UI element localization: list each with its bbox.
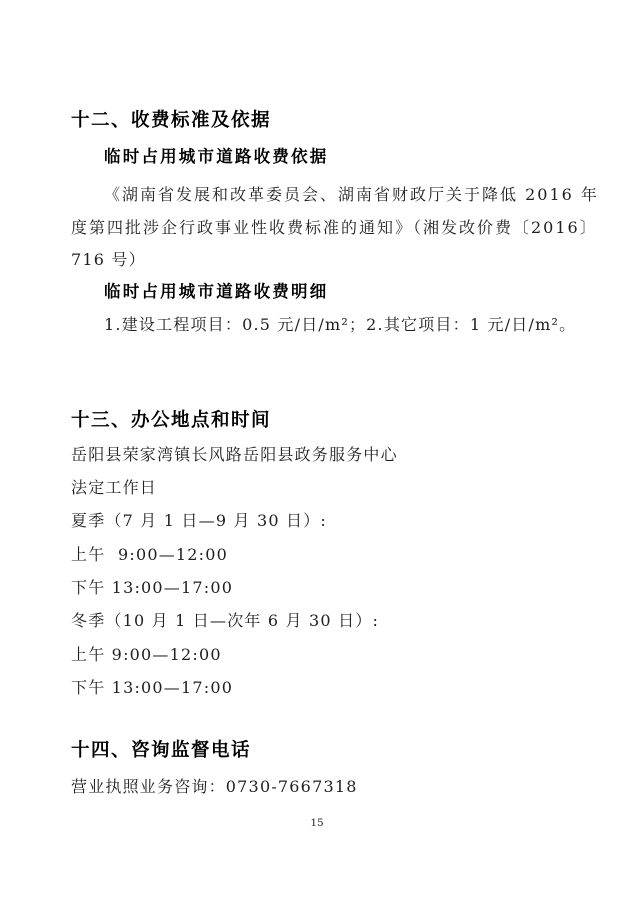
workdays-text: 法定工作日 [71,478,158,497]
winter-morning-hours: 上午 9:00—12:00 [71,645,222,664]
summer-morning-hours: 上午 9:00—12:00 [71,545,229,564]
summer-afternoon-hours: 下午 13:00—17:00 [71,578,234,597]
fee-detail-text: 1.建设工程项目：0.5 元/日/m²；2.其它项目：1 元/日/m²。 [104,315,577,334]
section-14-heading: 十四、咨询监督电话 [71,740,252,761]
business-license-phone: 营业执照业务咨询：0730-7667318 [71,777,358,796]
section-12-heading: 十二、收费标准及依据 [71,110,272,131]
fee-detail-subheading: 临时占用城市道路收费明细 [104,282,329,301]
summer-schedule-label: 夏季（7 月 1 日—9 月 30 日）: [71,511,328,530]
notice-paragraph-line-1: 《湖南省发展和改革委员会、湖南省财政厅关于降低 2016 年 [104,185,599,204]
winter-schedule-label: 冬季（10 月 1 日—次年 6 月 30 日）: [71,611,380,630]
section-13-heading: 十三、办公地点和时间 [71,410,272,431]
fee-basis-subheading: 临时占用城市道路收费依据 [104,147,329,166]
page-number: 15 [310,817,324,829]
office-address: 岳阳县荣家湾镇长风路岳阳县政务服务中心 [71,445,398,464]
winter-afternoon-hours: 下午 13:00—17:00 [71,678,234,697]
notice-paragraph-line-2: 度第四批涉企行政事业性收费标准的通知》（湘发改价费〔2016〕 [71,218,598,237]
notice-paragraph-line-3: 716 号） [71,250,146,269]
